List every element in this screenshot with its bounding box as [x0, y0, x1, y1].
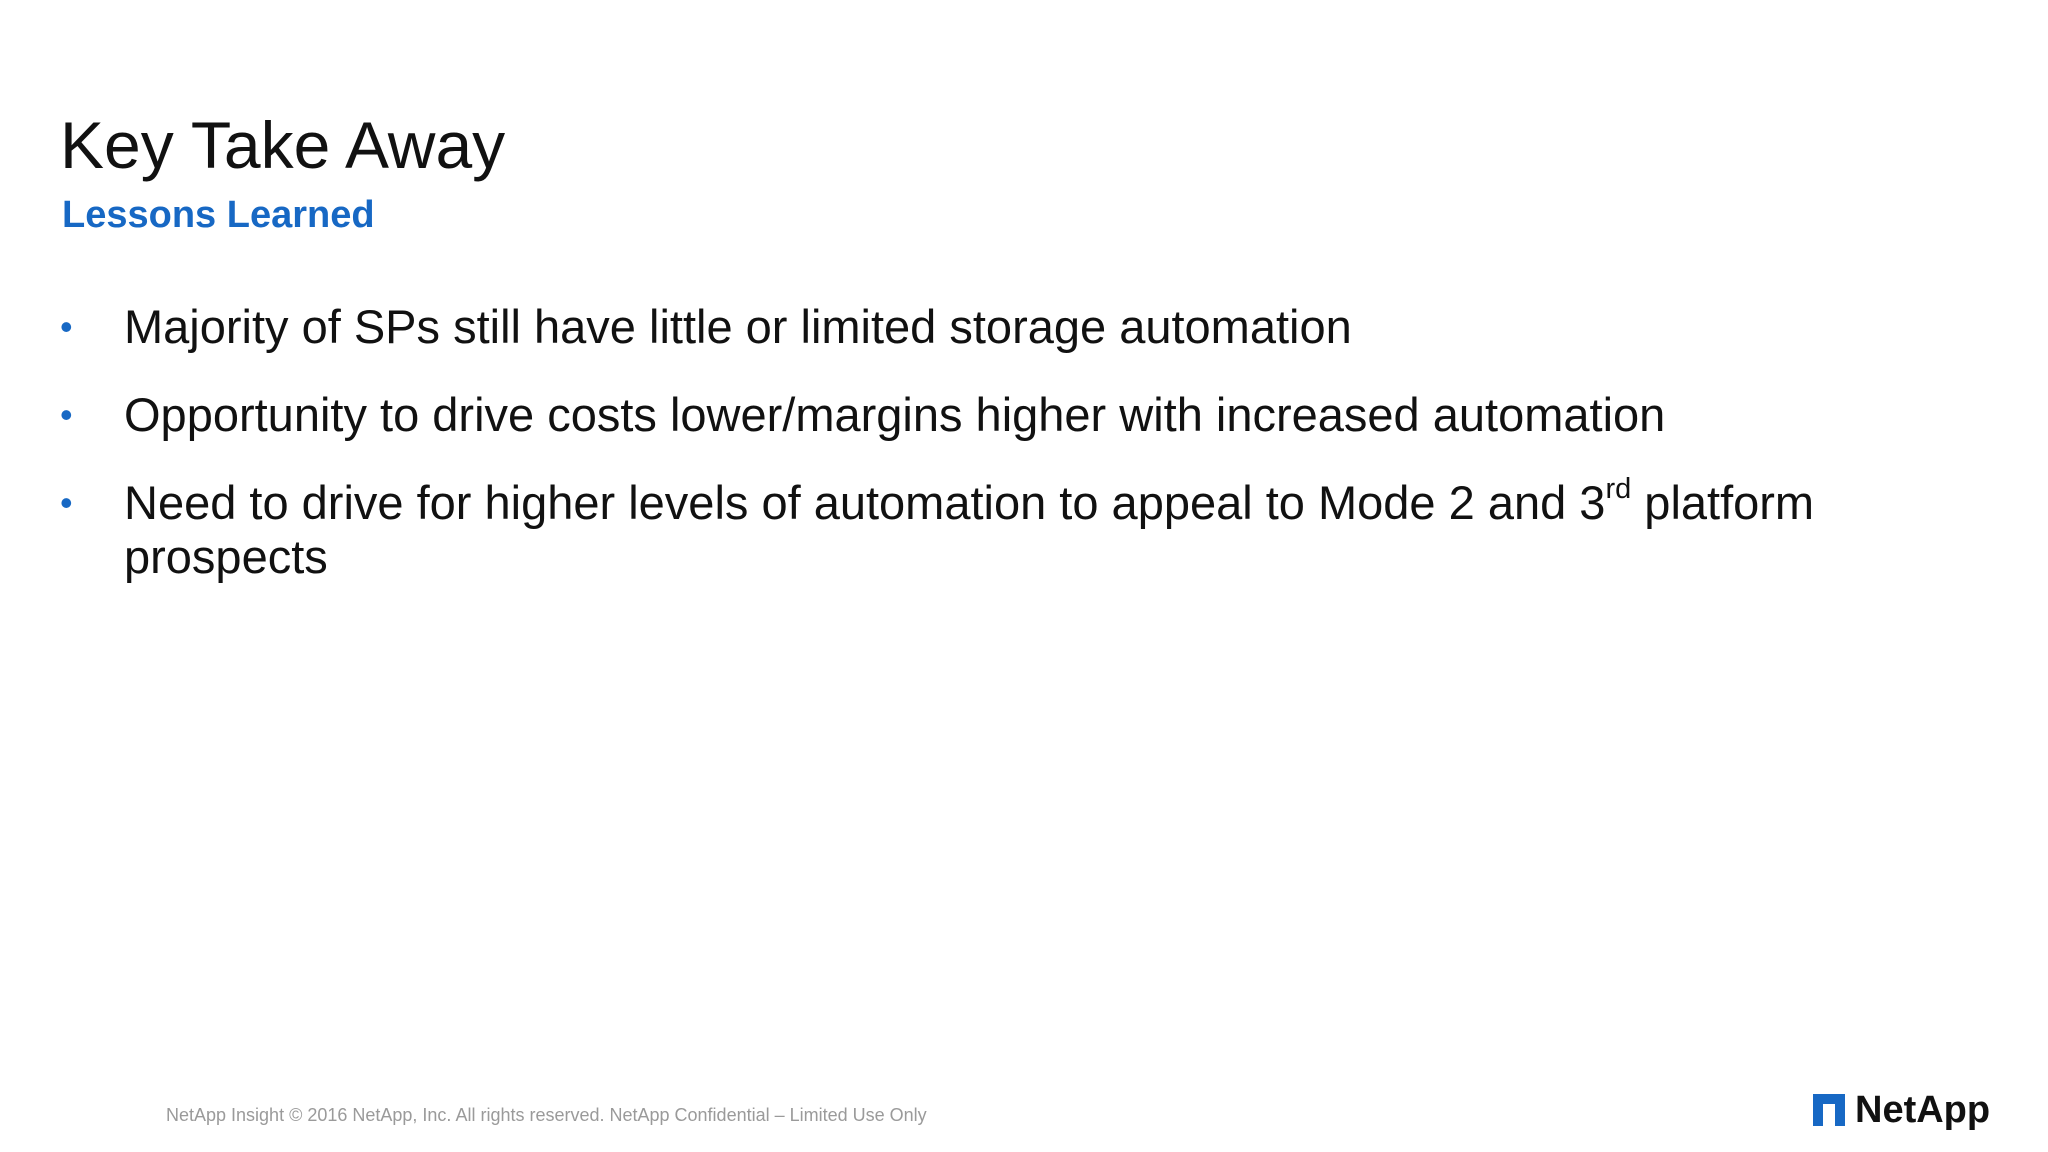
bullet-dot-icon: • — [60, 394, 73, 435]
bullet-list — [60, 300, 1940, 618]
bullet-text: Opportunity to drive costs lower/margins higher with increased automation — [124, 388, 1666, 441]
bullet-text-part: platform prospects — [124, 476, 1815, 583]
netapp-logo-icon — [1813, 1094, 1845, 1126]
bullet-text-part: Need to drive for higher levels of automation to appeal to Mode 2 and 3 — [124, 476, 1606, 529]
netapp-logo — [1813, 1090, 1990, 1130]
bullet-text: Majority of SPs still have little or limited storage automation — [124, 300, 1352, 353]
bullet-item — [60, 300, 1940, 354]
bullet-dot-icon: • — [60, 306, 73, 347]
logo-text: NetApp — [1855, 1089, 1991, 1131]
slide-subtitle: Lessons Learned — [62, 194, 375, 236]
bullet-dot-icon: • — [60, 482, 73, 523]
bullet-superscript: rd — [1605, 473, 1632, 506]
slide-title: Key Take Away — [60, 108, 506, 182]
bullet-item — [60, 473, 1940, 584]
footer-copyright: NetApp Insight © 2016 NetApp, Inc. All rights reserved. NetApp Confidential – Limited Use Only — [166, 1105, 927, 1125]
bullet-item — [60, 388, 1940, 442]
